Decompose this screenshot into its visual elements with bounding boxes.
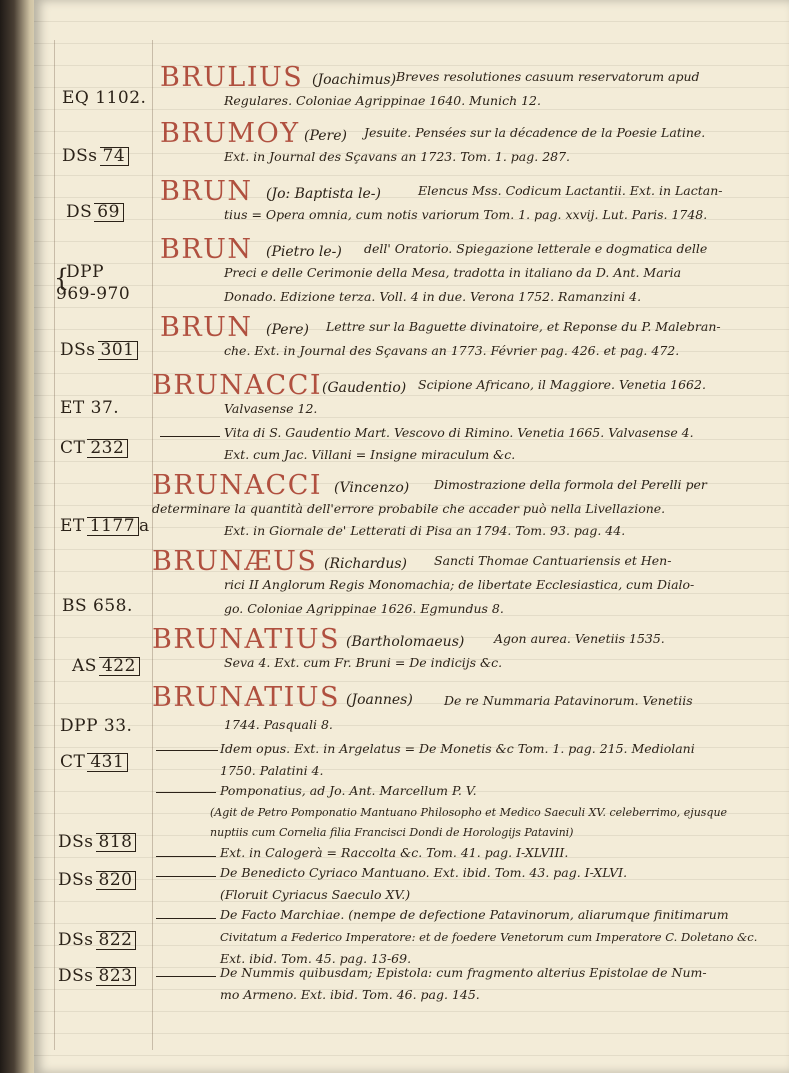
entry-text-line: Donado. Edizione terza. Voll. 4 in due. Verona 1752. Ramanzini 4. [224,289,642,304]
entry-text-line: Agon aurea. Venetiis 1535. [494,631,665,646]
shelf-number-box: 69 [94,203,124,222]
shelf-code: DSs 823 [58,966,136,986]
entry-text-line: Vita di S. Gaudentio Mart. Vescovo di Rimino. Venetia 1665. Valvasense 4. [224,425,694,440]
ditto-dash [156,856,216,857]
entry-text-line: Regulares. Coloniae Agrippinae 1640. Munich 12. [224,93,541,108]
ditto-dash [160,436,220,437]
author-given-name: (Joachimus) [312,72,397,88]
ditto-dash [156,918,216,919]
shelf-number-box: 818 [96,833,137,852]
author-surname: BRUN [160,234,253,265]
manuscript-page [34,0,789,1073]
entry-text-line: Idem opus. Ext. in Argelatus = De Monetis &c Tom. 1. pag. 215. Mediolani [220,741,695,756]
entry-text-line: Seva 4. Ext. cum Fr. Bruni = De indicijs &c. [224,655,503,670]
author-surname: BRUN [160,312,253,343]
entry-text-line: De Benedicto Cyriaco Mantuano. Ext. ibid. Tom. 43. pag. I-XLVI. [220,865,628,880]
shelf-code: BS 658. [62,596,133,616]
entry-text-line: Sancti Thomae Cantuariensis et Hen- [434,553,672,568]
shelf-code: DPP 33. [60,716,133,736]
author-given-name: (Pietro le-) [266,244,342,260]
author-surname: BRUNÆUS [152,546,318,577]
author-surname: BRULIUS [160,62,304,93]
author-given-name: (Joannes) [346,692,413,708]
shelf-number-box: 1177 [87,517,139,536]
author-given-name: (Vincenzo) [334,480,410,496]
shelf-code-range: 969-970 [56,284,131,304]
author-surname: BRUN [160,176,253,207]
entry-text-line: Ext. cum Jac. Villani = Insigne miraculum &c. [224,447,516,462]
entry-note-line: (Agit de Petro Pomponatio Mantuano Philosopho et Medico Saeculi XV. celeberrimo, ejusque [210,806,728,819]
entry-text-line: Preci e delle Cerimonie della Mesa, tradotta in italiano da D. Ant. Maria [224,265,682,280]
entry-text-line: De re Nummaria Patavinorum. Venetiis [444,693,693,708]
author-given-name: (Gaudentio) [322,380,407,396]
shelf-code: DSs 74 [62,146,129,166]
author-given-name: (Pere) [266,322,309,338]
shelf-number-box: 822 [96,931,137,950]
code-column-rule [152,40,153,1050]
shelf-code: DSs 818 [58,832,136,852]
shelf-code: EQ 1102. [62,88,147,108]
author-given-name: (Richardus) [324,556,408,572]
shelf-number-box: 422 [99,657,140,676]
author-given-name: (Jo: Baptista le-) [266,186,381,202]
shelf-number-box: 301 [98,341,139,360]
entry-text-line: Civitatum a Federico Imperatore: et de foedere Venetorum cum Imperatore C. Doletano &c. [220,930,758,944]
entry-text-line: 1750. Palatini 4. [220,763,324,778]
entry-text-line: tius = Opera omnia, cum notis variorum Tom. 1. pag. xxvij. Lut. Paris. 1748. [224,207,708,222]
author-surname: BRUNATIUS [152,682,340,713]
entry-text-line: Breves resolutiones casuum reservatorum apud [396,69,700,84]
author-given-name: (Bartholomaeus) [346,634,465,650]
entry-text-line: che. Ext. in Journal des Sçavans an 1773. Février pag. 426. et pag. 472. [224,343,680,358]
entry-note-line: nuptiis cum Cornelia filia Francisci Dondi de Horologijs Patavini) [210,826,574,839]
entry-text-line: Elencus Mss. Codicum Lactantii. Ext. in Lactan- [418,183,723,198]
shelf-number-box: 823 [96,967,137,986]
entry-text-line: rici II Anglorum Regis Monomachia; de libertate Ecclesiastica, cum Dialo- [224,577,695,592]
entry-text-line: Valvasense 12. [224,401,318,416]
brace-mark: { [54,264,70,292]
shelf-code: CT 232 [60,438,128,458]
entry-text-line: Lettre sur la Baguette divinatoire, et Reponse du P. Malebran- [326,319,721,334]
ditto-dash [156,750,218,751]
shelf-number-box: 431 [87,753,128,772]
entry-text-line: mo Armeno. Ext. ibid. Tom. 46. pag. 145. [220,987,480,1002]
shelf-number-box: 232 [87,439,128,458]
entry-text-line: Pomponatius, ad Jo. Ant. Marcellum P. V. [220,783,477,798]
entry-text-line: Ext. ibid. Tom. 45. pag. 13-69. [220,951,412,966]
entry-text-line: De Nummis quibusdam; Epistola: cum fragmento alterius Epistolae de Num- [220,965,707,980]
ditto-dash [156,876,216,877]
author-given-name: (Pere) [304,128,347,144]
shelf-code: { DPP [54,262,105,292]
entry-note-line: (Floruit Cyriacus Saeculo XV.) [220,887,411,902]
shelf-code: DSs 301 [60,340,138,360]
entry-text-line: Ext. in Journal des Sçavans an 1723. Tom. 1. pag. 287. [224,149,571,164]
entry-text-line: 1744. Pasquali 8. [224,717,333,732]
author-surname: BRUNATIUS [152,624,340,655]
shelf-code: DSs 822 [58,930,136,950]
ditto-dash [156,976,216,977]
entry-text-line: De Facto Marchiae. (nempe de defectione Patavinorum, aliarumque finitimarum [220,907,729,922]
entry-text-line: determinare la quantità dell'errore probabile che accader può nella Livellazione. [152,501,666,516]
author-surname: BRUNACCI [152,470,323,501]
shelf-code: ET 37. [60,398,120,418]
shelf-code: ET 1177 a [60,516,150,536]
author-surname: BRUNACCI [152,370,323,401]
entry-text-line: Jesuite. Pensées sur la décadence de la Poesie Latine. [364,125,706,140]
author-surname: BRUMOY [160,118,300,149]
entry-text-line: dell' Oratorio. Spiegazione letterale e dogmatica delle [364,241,708,256]
shelf-code: DS 69 [66,202,124,222]
shelf-number-box: 820 [96,871,137,890]
shelf-code: AS 422 [72,656,140,676]
entry-text-line: Dimostrazione della formola del Perelli per [434,477,707,492]
shelf-code: CT 431 [60,752,128,772]
margin-rule [54,40,55,1050]
entry-text-line: go. Coloniae Agrippinae 1626. Egmundus 8. [224,601,504,616]
entry-text-line: Ext. in Calogerà = Raccolta &c. Tom. 41. pag. I-XLVIII. [220,845,569,860]
shelf-code: DSs 820 [58,870,136,890]
entry-text-line: Ext. in Giornale de' Letterati di Pisa an 1794. Tom. 93. pag. 44. [224,523,626,538]
ditto-dash [156,792,216,793]
entry-text-line: Scipione Africano, il Maggiore. Venetia 1662. [418,377,706,392]
shelf-number-box: 74 [100,147,130,166]
